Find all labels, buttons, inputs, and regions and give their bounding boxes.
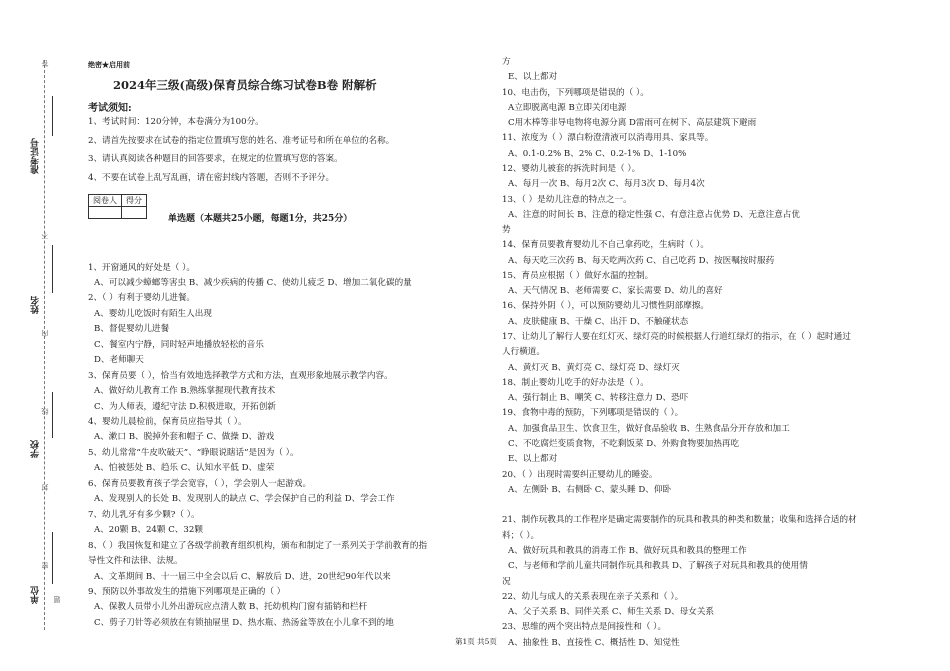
text-line: A、加强食品卫生、饮食卫生，做好食品验收 B、生熟食品分开存放和加工 — [508, 423, 790, 434]
text-line: A、皮肤健康 B、干燥 C、出汗 D、不触碰状态 — [508, 316, 689, 327]
text-line: E、以上都对 — [508, 454, 558, 465]
text-line: 2、请首先按要求在试卷的指定位置填写您的姓名、准考证号和所在单位的名称。 — [88, 135, 395, 146]
text-line: A、天气情况 B、老师需要 C、家长需要 D、幼儿的喜好 — [508, 286, 723, 297]
text-line: A、做好幼儿教育工作 B.熟练掌握现代教育技术 — [94, 386, 276, 397]
cut-word-3: 内 — [41, 330, 49, 337]
text-line: C、不吃腐烂变质食物，不吃剩饭菜 D、外购食物要加热再吃 — [508, 439, 740, 449]
confidential-label: 绝密★启用前 — [88, 60, 130, 69]
text-line: A、漱口 B、脱掉外套和帽子 C、做操 D、游戏 — [94, 432, 275, 443]
cut-word-6: 密 — [41, 562, 49, 569]
name-line[interactable] — [52, 245, 53, 293]
text-line: A立即脱离电源 B立即关闭电源 — [508, 102, 627, 113]
name-label: 姓名 — [31, 296, 41, 314]
text-line: C、为人师表，遵纪守法 D.积极进取，开拓创新 — [94, 401, 276, 412]
text-line: 2、（ ）有利于婴幼儿进餐。 — [88, 293, 196, 304]
score-label: 得分 — [122, 195, 147, 207]
text-line: A、每月一次 B、每月2次 C、每月3次 D、每月4次 — [508, 179, 705, 190]
text-line: C用木棒等非导电物将电源分离 D雷雨可在树下、高层建筑下避雨 — [508, 118, 757, 129]
text-line: 17、让幼儿了解行人要在红灯灭、绿灯亮的时候根据人行道红绿灯的指示，在（ ）起时通过 — [502, 332, 851, 343]
text-line: C、餐室内宁静，同时轻声地播放轻松的音乐 — [94, 339, 264, 350]
exam-number-line[interactable] — [52, 96, 53, 136]
cut-word-5: 封 — [41, 484, 49, 491]
text-line: 9、预防以外事故发生的措施下列哪项是正确的（ ） — [88, 586, 286, 597]
cut-word-2: 不 — [41, 232, 49, 239]
reviewer-label: 阅卷人 — [89, 195, 122, 207]
notice-heading: 考试须知: — [88, 103, 132, 114]
text-line: 23、思维的两个突出特点是间接性和（ ）。 — [502, 622, 667, 633]
text-line: 14、保育员要教育婴幼儿不自己拿药吃，生病时（ ）。 — [502, 240, 710, 251]
text-line: A、怕被惩处 B、趋乐 C、认知水平低 D、虚荣 — [94, 463, 275, 474]
text-line: A、保教人员带小儿外出游玩应点清人数 B、托幼机构门窗有插销和栏杆 — [94, 602, 368, 613]
text-line: 6、保育员要教育孩子学会宽容，（ ），学会别人一起游戏。 — [88, 478, 312, 489]
text-line: 3、请认真阅读各种题目的回答要求，在规定的位置填写您的答案。 — [88, 154, 343, 165]
text-line: 18、制止婴幼儿吃手的好办法是（ ）。 — [502, 377, 649, 388]
text-line: 11、浓度为（ ）漂白粉澄清液可以消毒用具、家具等。 — [502, 133, 714, 144]
text-line: A、强行制止 B、嘲笑 C、转移注意力 D、恐吓 — [508, 393, 689, 404]
text-line: 10、电击伤，下列哪项是错误的（ ）。 — [502, 87, 649, 98]
score-box — [88, 194, 147, 219]
text-line: A、注意的时间长 B、注意的稳定性强 C、有意注意占优势 D、无意注意占优 — [508, 209, 800, 220]
text-line: 4、婴幼儿晨检前，保育员应指导其（ ）。 — [88, 417, 247, 427]
text-line: A、黄灯灭 B、黄灯亮 C、绿灯亮 D、绿灯灭 — [508, 362, 680, 373]
score-cell[interactable] — [122, 207, 147, 219]
section-title: 单选题（本题共25小题，每题1分，共25分） — [168, 214, 353, 224]
binding-margin — [0, 0, 66, 671]
text-line: 料；（ ）。 — [502, 530, 540, 541]
unit-label: 单位 — [31, 586, 41, 604]
text-line: 7、幼儿乳牙有多少颗?（ ）。 — [88, 509, 200, 520]
text-line: 况 — [502, 576, 511, 587]
cut-word-4: 线 — [41, 408, 49, 415]
text-line: C、剪子刀针等必须放在有锁抽屉里 D、热水瓶、热汤盆等放在小儿拿不到的地 — [94, 617, 394, 628]
text-line: A、发现别人的长处 B、发现别人的缺点 C、学会保护自己的利益 D、学会工作 — [94, 494, 395, 505]
text-line: A、做好玩具和教具的消毒工作 B、做好玩具和教具的整理工作 — [508, 545, 747, 556]
text-line: A、父子关系 B、同伴关系 C、师生关系 D、母女关系 — [508, 607, 715, 618]
seal-line — [44, 60, 45, 630]
page-title: 2024年三级(高级)保育员综合练习试卷B卷 附解析 — [113, 78, 377, 92]
text-line: 8、（ ）我国恢复和建立了各级学前教育组织机构，颁布和制定了一系列关于学前教育的指 — [88, 540, 428, 551]
text-line: D、老师聊天 — [94, 355, 144, 366]
school-label: 学校 — [31, 440, 41, 458]
text-line: A、文革期间 B、十一届三中全会以后 C、解放后 D、进，20世纪90年代以来 — [94, 571, 391, 582]
text-line: A、20颗 B、24颗 C、32颗 — [94, 525, 203, 536]
text-line: B、督促婴幼儿进餐 — [94, 324, 170, 335]
text-line: 1、开窗通风的好处是（ ）。 — [88, 262, 196, 273]
text-line: 方 — [502, 57, 511, 67]
text-line: 20、（ ）出现时需要纠正婴幼儿的睡姿。 — [502, 469, 658, 480]
text-line: A、每天吃三次药 B、每天吃两次药 C、自己吃药 D、按医嘱按时服药 — [508, 255, 775, 266]
text-line: 16、保持外阴（ ），可以预防婴幼儿习惯性阴部摩擦。 — [502, 301, 710, 312]
text-line: 5、幼儿常常“牛皮吹破天”、“睁眼说瞎话”是因为（ ）。 — [88, 447, 299, 458]
unit-line[interactable] — [52, 532, 53, 584]
text-line: 3、保育员要（ ），恰当有效地选择教学方式和方法，直观形象地展示教学内容。 — [88, 370, 393, 381]
reviewer-cell[interactable] — [89, 207, 122, 219]
text-line: E、以上都对 — [508, 72, 558, 83]
text-line: 22、幼儿与成人的关系表现在亲子关系和（ ）。 — [502, 591, 684, 602]
text-line: 19、食物中毒的预防，下列哪项是错误的（ ）。 — [502, 408, 684, 419]
text-line: 21、制作玩教具的工作程序是确定需要制作的玩具和教具的种类和数量；收集和选择合适的材 — [502, 515, 857, 526]
text-line: C、与老师和学前儿童共同制作玩具和教具 D、了解孩子对玩具和教具的使用情 — [508, 561, 808, 572]
text-line: A、抽象性 B、直接性 C、概括性 D、知觉性 — [508, 637, 680, 648]
text-line: 12、婴幼儿被套的拆洗时间是（ ）。 — [502, 163, 641, 174]
text-line: 4、不要在试卷上乱写乱画，请在密封线内答题，否则不予评分。 — [88, 172, 335, 183]
text-line: A、可以减少蟑螂等害虫 B、减少疾病的传播 C、使幼儿疲乏 D、增加二氧化碳的量 — [94, 277, 412, 288]
exam-number-label: 准考证号 — [31, 138, 41, 174]
text-line: A、0.1-0.2% B、2% C、0.2-1% D、1-10% — [508, 148, 687, 159]
cut-word-1: 答 — [41, 60, 49, 67]
text-line: 人行横道。 — [502, 347, 545, 358]
text-line: 13、（ ）是幼儿注意的特点之一。 — [502, 194, 632, 205]
text-line: A、婴幼儿吃饭时有陌生人出现 — [94, 308, 212, 319]
page-footer: 第1页 共5页 — [455, 637, 497, 646]
text-line: 势 — [502, 225, 511, 236]
text-line: 1、考试时间：120分钟，本卷满分为100分。 — [88, 117, 264, 127]
district-mark: 题 — [53, 596, 61, 603]
text-line: 15、育员应根据（ ）做好水温的控制。 — [502, 270, 654, 281]
text-line: 导性文件和法律、法规。 — [88, 556, 183, 567]
school-line[interactable] — [52, 392, 53, 438]
text-line: A、左侧卧 B、右侧卧 C、蒙头睡 D、仰卧 — [508, 484, 672, 495]
